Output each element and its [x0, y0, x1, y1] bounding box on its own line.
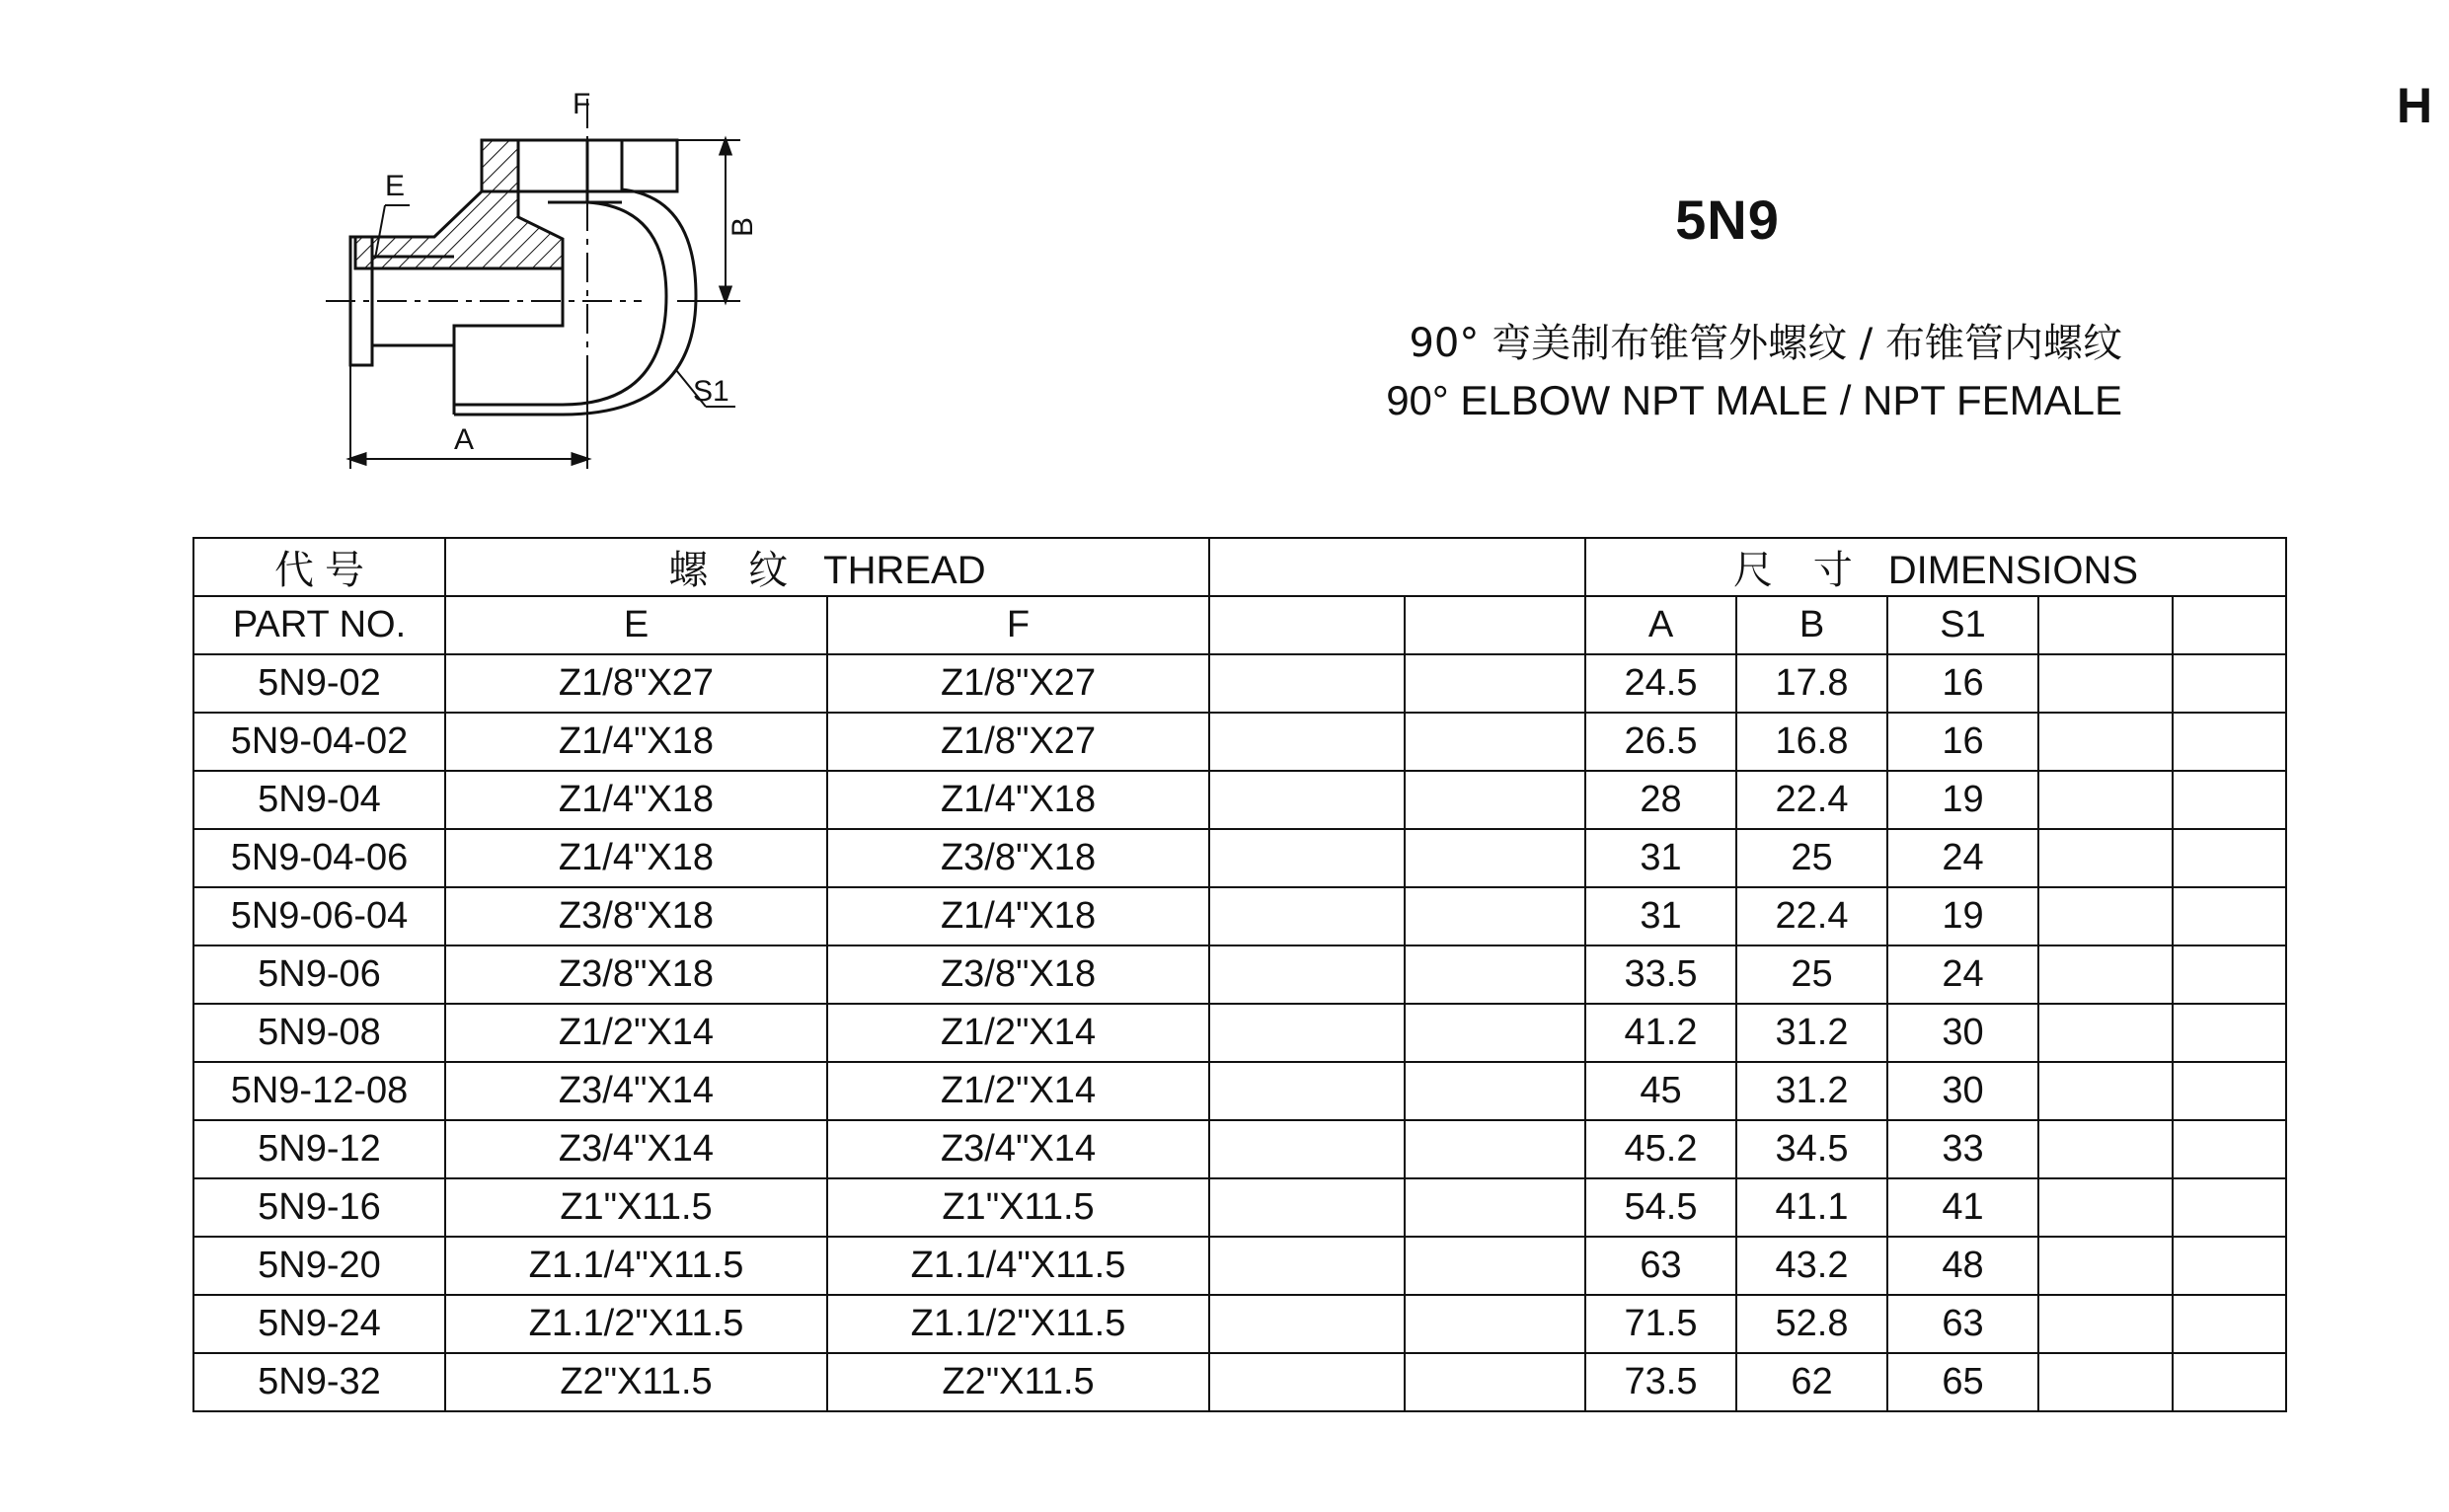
cell-blank: [1405, 654, 1585, 713]
cell-dim-b: 52.8: [1736, 1295, 1887, 1353]
cell-dim-s1: 19: [1887, 771, 2038, 829]
cell-blank: [1405, 1178, 1585, 1237]
cell-blank: [2038, 1178, 2173, 1237]
cell-part-no: 5N9-04-06: [193, 829, 445, 887]
specification-table: [192, 537, 2287, 1412]
cell-dim-a: 28: [1585, 771, 1736, 829]
cell-dim-a: 33.5: [1585, 945, 1736, 1004]
cell-blank: [2038, 1120, 2173, 1178]
cell-blank: [1405, 1120, 1585, 1178]
cell-blank: [2173, 771, 2286, 829]
cell-blank: [2173, 1062, 2286, 1120]
cell-thread-f: Z1/8"X27: [827, 713, 1209, 771]
header-col-f: F: [827, 596, 1209, 654]
cell-dim-b: 62: [1736, 1353, 1887, 1411]
cell-thread-e: Z1.1/4"X11.5: [445, 1237, 827, 1295]
cell-blank: [2173, 1004, 2286, 1062]
header-col-blank-1: [1209, 596, 1405, 654]
cell-dim-a: 26.5: [1585, 713, 1736, 771]
cell-dim-a: 45: [1585, 1062, 1736, 1120]
header-col-a: A: [1585, 596, 1736, 654]
elbow-fitting-drawing: [326, 89, 800, 484]
cell-blank: [1405, 829, 1585, 887]
header-part-en: PART NO.: [193, 596, 445, 654]
table-row: [193, 654, 2286, 713]
cell-thread-f: Z3/8"X18: [827, 945, 1209, 1004]
header-col-blank-4: [2173, 596, 2286, 654]
label-e: E: [385, 170, 406, 202]
cell-thread-e: Z1/2"X14: [445, 1004, 827, 1062]
cell-dim-b: 25: [1736, 829, 1887, 887]
cell-blank: [1209, 887, 1405, 945]
cell-dim-a: 41.2: [1585, 1004, 1736, 1062]
cell-thread-f: Z1"X11.5: [827, 1178, 1209, 1237]
cell-dim-s1: 16: [1887, 713, 2038, 771]
cell-thread-f: Z1.1/4"X11.5: [827, 1237, 1209, 1295]
cell-blank: [1209, 1353, 1405, 1411]
table-row: [193, 1237, 2286, 1295]
header-row-top: [193, 538, 2286, 596]
cell-blank: [1209, 654, 1405, 713]
subtitle-english: 90° ELBOW NPT MALE / NPT FEMALE: [1386, 377, 2122, 423]
cell-blank: [1209, 1004, 1405, 1062]
header-dim-cn: 尺 寸: [1733, 548, 1867, 593]
cell-thread-f: Z1/2"X14: [827, 1062, 1209, 1120]
cell-dim-s1: 24: [1887, 829, 2038, 887]
cell-dim-a: 24.5: [1585, 654, 1736, 713]
table-row: [193, 713, 2286, 771]
cell-dim-a: 31: [1585, 829, 1736, 887]
table-row: [193, 1004, 2286, 1062]
cell-dim-b: 22.4: [1736, 887, 1887, 945]
header-col-e: E: [445, 596, 827, 654]
cell-blank: [2038, 771, 2173, 829]
label-s1: S1: [693, 375, 729, 408]
cell-blank: [1209, 771, 1405, 829]
table-row: [193, 1353, 2286, 1411]
header-thread-cn: 螺 纹: [668, 548, 803, 593]
cell-part-no: 5N9-12: [193, 1120, 445, 1178]
cell-thread-f: Z1.1/2"X11.5: [827, 1295, 1209, 1353]
cell-part-no: 5N9-04: [193, 771, 445, 829]
label-f: F: [573, 89, 591, 120]
header-dim-en: DIMENSIONS: [1887, 549, 2139, 592]
cell-part-no: 5N9-16: [193, 1178, 445, 1237]
header-blank-group: [1209, 538, 1585, 596]
cell-part-no: 5N9-12-08: [193, 1062, 445, 1120]
cell-blank: [2038, 1295, 2173, 1353]
cell-thread-e: Z2"X11.5: [445, 1353, 827, 1411]
header-thread: [445, 538, 1209, 596]
cell-blank: [2173, 1178, 2286, 1237]
cell-dim-b: 41.1: [1736, 1178, 1887, 1237]
table-row: [193, 829, 2286, 887]
cell-dim-s1: 19: [1887, 887, 2038, 945]
header-part-cn: [193, 538, 445, 596]
cell-blank: [1405, 713, 1585, 771]
header-col-s1: S1: [1887, 596, 2038, 654]
cell-blank: [1405, 1004, 1585, 1062]
cell-blank: [1209, 1237, 1405, 1295]
cell-blank: [2173, 829, 2286, 887]
cell-blank: [2038, 1004, 2173, 1062]
cell-dim-s1: 30: [1887, 1004, 2038, 1062]
cell-thread-e: Z1/4"X18: [445, 771, 827, 829]
cell-thread-f: Z3/8"X18: [827, 829, 1209, 887]
header-dimensions: [1585, 538, 2286, 596]
cell-blank: [2173, 945, 2286, 1004]
cell-blank: [1405, 945, 1585, 1004]
cell-blank: [2173, 1237, 2286, 1295]
cell-blank: [2038, 1062, 2173, 1120]
cell-dim-b: 43.2: [1736, 1237, 1887, 1295]
specification-table-body: [193, 654, 2286, 1411]
cell-blank: [2173, 1120, 2286, 1178]
cell-dim-s1: 24: [1887, 945, 2038, 1004]
cell-part-no: 5N9-06: [193, 945, 445, 1004]
cell-thread-f: Z1/8"X27: [827, 654, 1209, 713]
table-row: [193, 1295, 2286, 1353]
cell-blank: [1209, 829, 1405, 887]
cell-blank: [2038, 829, 2173, 887]
cell-blank: [1209, 1062, 1405, 1120]
cell-thread-f: Z1/4"X18: [827, 887, 1209, 945]
cell-thread-f: Z1/4"X18: [827, 771, 1209, 829]
cell-blank: [1209, 713, 1405, 771]
corner-letter: H: [2397, 78, 2433, 133]
table-row: [193, 1120, 2286, 1178]
cell-blank: [2173, 654, 2286, 713]
cell-blank: [1405, 1295, 1585, 1353]
page-title: 5N9: [1675, 189, 1780, 251]
cell-part-no: 5N9-20: [193, 1237, 445, 1295]
cell-dim-s1: 16: [1887, 654, 2038, 713]
cell-blank: [1209, 1295, 1405, 1353]
cell-blank: [1405, 1353, 1585, 1411]
cell-blank: [2038, 713, 2173, 771]
cell-blank: [2173, 887, 2286, 945]
header-col-blank-3: [2038, 596, 2173, 654]
cell-blank: [1405, 1237, 1585, 1295]
cell-blank: [1209, 945, 1405, 1004]
cell-blank: [1405, 887, 1585, 945]
cell-blank: [1209, 1178, 1405, 1237]
cell-dim-b: 31.2: [1736, 1062, 1887, 1120]
cell-dim-a: 45.2: [1585, 1120, 1736, 1178]
cell-thread-e: Z3/4"X14: [445, 1062, 827, 1120]
cell-blank: [1209, 1120, 1405, 1178]
cell-thread-e: Z1/4"X18: [445, 829, 827, 887]
cell-thread-e: Z3/8"X18: [445, 887, 827, 945]
cell-blank: [1405, 1062, 1585, 1120]
header-col-b: B: [1736, 596, 1887, 654]
cell-dim-b: 22.4: [1736, 771, 1887, 829]
cell-dim-b: 17.8: [1736, 654, 1887, 713]
cell-thread-e: Z1/4"X18: [445, 713, 827, 771]
cell-dim-s1: 65: [1887, 1353, 2038, 1411]
cell-part-no: 5N9-06-04: [193, 887, 445, 945]
cell-part-no: 5N9-24: [193, 1295, 445, 1353]
cell-part-no: 5N9-08: [193, 1004, 445, 1062]
cell-dim-s1: 41: [1887, 1178, 2038, 1237]
label-b: B: [727, 216, 759, 237]
header-part-cn-text: 代 号: [273, 549, 365, 592]
cell-thread-e: Z3/4"X14: [445, 1120, 827, 1178]
cell-dim-b: 25: [1736, 945, 1887, 1004]
label-a: A: [454, 423, 475, 456]
cell-blank: [2038, 945, 2173, 1004]
table-row: [193, 887, 2286, 945]
cell-thread-e: Z3/8"X18: [445, 945, 827, 1004]
cell-blank: [2038, 1237, 2173, 1295]
cell-dim-s1: 48: [1887, 1237, 2038, 1295]
table-row: [193, 1062, 2286, 1120]
cell-dim-b: 31.2: [1736, 1004, 1887, 1062]
cell-thread-f: Z2"X11.5: [827, 1353, 1209, 1411]
cell-dim-b: 16.8: [1736, 713, 1887, 771]
cell-blank: [2038, 654, 2173, 713]
cell-dim-a: 73.5: [1585, 1353, 1736, 1411]
cell-part-no: 5N9-04-02: [193, 713, 445, 771]
cell-blank: [2173, 713, 2286, 771]
cell-blank: [2038, 1353, 2173, 1411]
cell-part-no: 5N9-32: [193, 1353, 445, 1411]
cell-dim-a: 71.5: [1585, 1295, 1736, 1353]
cell-dim-b: 34.5: [1736, 1120, 1887, 1178]
cell-thread-e: Z1/8"X27: [445, 654, 827, 713]
cell-thread-f: Z3/4"X14: [827, 1120, 1209, 1178]
cell-thread-e: Z1"X11.5: [445, 1178, 827, 1237]
table-row: [193, 771, 2286, 829]
cell-blank: [1405, 771, 1585, 829]
cell-part-no: 5N9-02: [193, 654, 445, 713]
cell-dim-a: 54.5: [1585, 1178, 1736, 1237]
header-thread-en: THREAD: [823, 549, 986, 592]
cell-dim-s1: 63: [1887, 1295, 2038, 1353]
cell-thread-f: Z1/2"X14: [827, 1004, 1209, 1062]
subtitle-chinese: 90° 弯美制布锥管外螺纹 / 布锥管内螺纹: [1409, 321, 2122, 366]
cell-dim-a: 63: [1585, 1237, 1736, 1295]
cell-blank: [2173, 1353, 2286, 1411]
cell-thread-e: Z1.1/2"X11.5: [445, 1295, 827, 1353]
header-col-blank-2: [1405, 596, 1585, 654]
table-row: [193, 1178, 2286, 1237]
table-row: [193, 945, 2286, 1004]
cell-blank: [2173, 1295, 2286, 1353]
cell-blank: [2038, 887, 2173, 945]
cell-dim-s1: 30: [1887, 1062, 2038, 1120]
cell-dim-a: 31: [1585, 887, 1736, 945]
cell-dim-s1: 33: [1887, 1120, 2038, 1178]
header-row-columns: [193, 596, 2286, 654]
